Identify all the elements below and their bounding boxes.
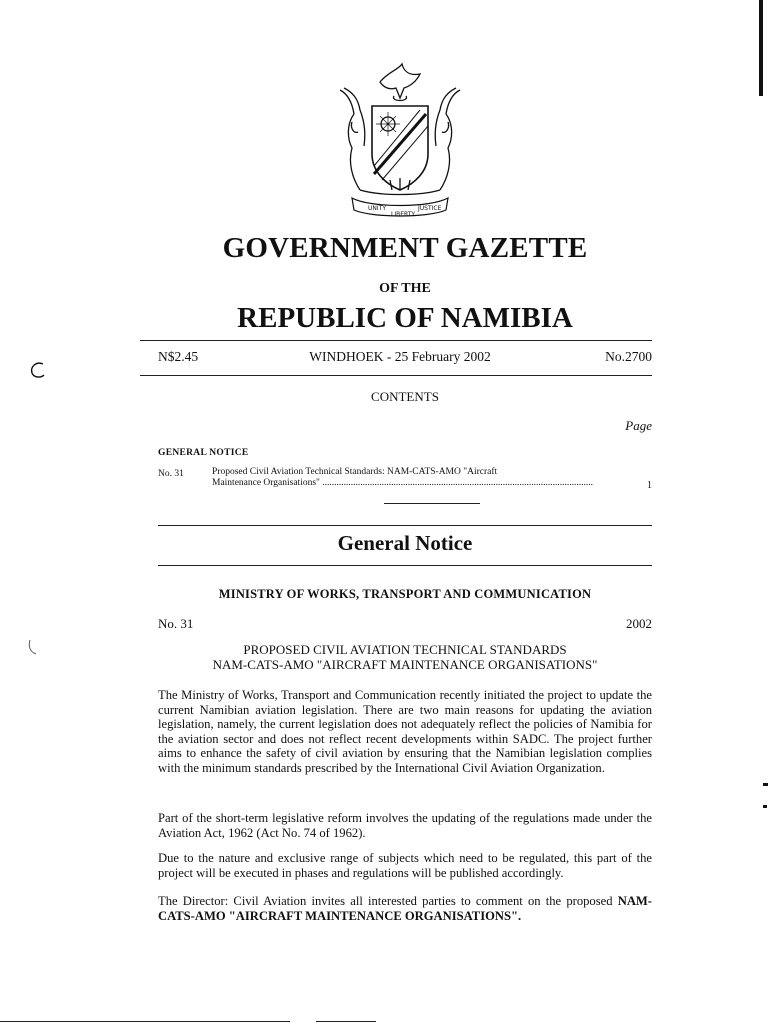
notice-rule-bottom <box>158 565 652 566</box>
notice-number: No. 31 <box>158 616 194 631</box>
notice-year: 2002 <box>626 616 652 631</box>
margin-tick-2 <box>763 805 767 808</box>
issue-price: N$2.45 <box>158 349 199 364</box>
punch-hole-icon <box>28 360 48 380</box>
issue-number: No.2700 <box>605 349 652 364</box>
coat-of-arms-icon <box>330 62 470 220</box>
notice-paragraph-4 <box>158 894 652 923</box>
notice-subtitle <box>158 642 652 672</box>
gazette-title: GOVERNMENT GAZETTE <box>222 232 588 264</box>
footer-rule-left <box>0 1021 290 1022</box>
toc-entry-line1: Proposed Civil Aviation Technical Standards: NAM-CATS-AMO "Aircraft <box>212 467 498 477</box>
toc-entry-number: No. 31 <box>158 469 184 479</box>
notice-ministry: MINISTRY OF WORKS, TRANSPORT AND COMMUNICATION <box>218 587 592 601</box>
margin-tick-1 <box>763 783 768 786</box>
notice-heading: General Notice <box>337 531 473 555</box>
notice-paragraph-4-lead: The Director: Civil Aviation invites all interested parties to comment on the proposed <box>158 894 613 908</box>
notice-paragraph-3: Due to the nature and exclusive range of subjects which need to be regulated, this part of the project will be executed in phases and regulations will be published accordingly. <box>158 851 652 880</box>
gazette-of-the: OF THE <box>379 281 431 296</box>
scan-edge-mark <box>759 0 763 96</box>
notice-rule-top <box>158 525 652 526</box>
toc-leader-dots: .................................................................................................................. <box>319 478 594 488</box>
notice-paragraph-2: Part of the short-term legislative reform involves the updating of the regulations made under the Aviation Act, 1962 (Act No. 74 of 1962). <box>158 811 652 840</box>
toc-entry-page: 1 <box>647 480 652 491</box>
contents-section: GENERAL NOTICE <box>158 448 249 458</box>
motto-justice: JUSTICE <box>418 205 442 212</box>
notice-paragraph-4-bold: NAM-CATS-AMO "AIRCRAFT MAINTENANCE ORGANISATIONS". <box>158 894 652 923</box>
notice-subtitle-line1: PROPOSED CIVIL AVIATION TECHNICAL STANDARDS <box>243 642 567 657</box>
gazette-republic: REPUBLIC OF NAMIBIA <box>237 302 573 334</box>
toc-entry-line2-text: Maintenance Organisations" <box>212 478 320 488</box>
masthead-divider-top <box>140 340 652 341</box>
issue-place-date: WINDHOEK - 25 February 2002 <box>309 349 491 364</box>
motto-unity: UNITY <box>368 205 386 212</box>
motto-liberty: LIBERTY <box>391 211 416 218</box>
contents-end-rule <box>384 503 480 504</box>
notice-subtitle-line2: NAM-CATS-AMO "AIRCRAFT MAINTENANCE ORGANISATIONS" <box>212 657 598 672</box>
contents-heading: CONTENTS <box>371 389 439 404</box>
toc-entry-text <box>212 467 632 489</box>
toc-entry-line2 <box>212 478 632 489</box>
punch-hole-mark-icon <box>26 638 40 656</box>
contents-page-label: Page <box>625 418 652 433</box>
notice-paragraph-1: The Ministry of Works, Transport and Communication recently initiated the project to update the current Namibian aviation legislation. There are two main reasons for updating the aviation legislation, namely, the current legislation does not adequately reflect the policies of Namibia for the aviation sector and does not reflect recent developments within SADC. The project further aims to enhance the safety of civil aviation by ensuring that the Namibian legislation complies with the minimum standards prescribed by the International Civil Aviation Organization. <box>158 688 652 775</box>
footer-rule-right <box>316 1021 376 1022</box>
masthead-divider-bottom <box>140 375 652 376</box>
